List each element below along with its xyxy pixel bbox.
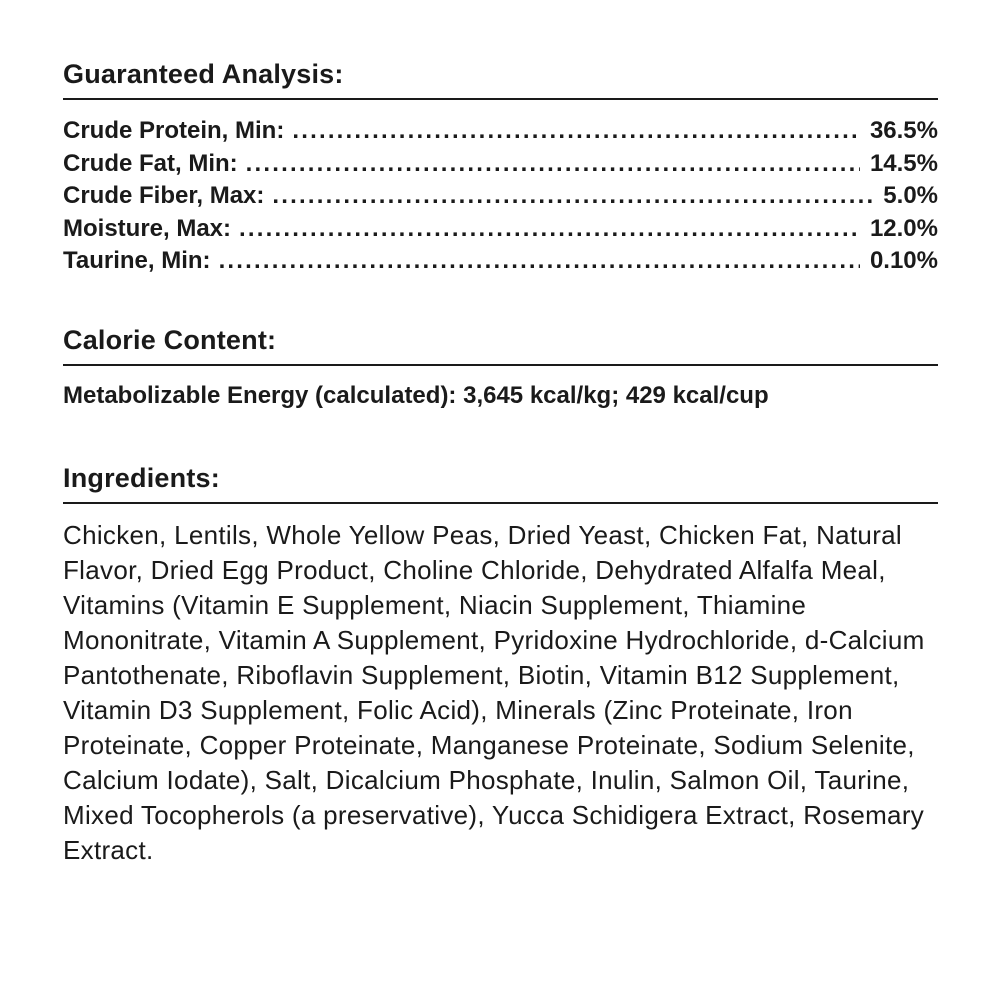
analysis-label: Taurine, Min: bbox=[63, 247, 211, 274]
analysis-value: 36.5% bbox=[869, 117, 938, 144]
analysis-label: Moisture, Max: bbox=[63, 214, 232, 242]
ingredients-divider bbox=[63, 502, 938, 504]
analysis-row-crude-fat bbox=[63, 148, 938, 181]
guaranteed-analysis-heading: Guaranteed Analysis: bbox=[63, 59, 344, 89]
analysis-list bbox=[63, 115, 938, 278]
ingredients-text: Chicken, Lentils, Whole Yellow Peas, Dried Yeast, Chicken Fat, Natural Flavor, Dried Egg Product, Choline Chloride, Dehydrated Alfalfa Meal, Vitamins (Vitamin E Supplement, Niacin Supplement, Thiamine Mononitrate, Vitamin A Supplement, Pyridoxine Hydrochloride, d-Calcium Pantothenate, Riboflavin Supplement, Biotin, Vitamin B12 Supplement, Vitamin D3 Supplement, Folic Acid), Minerals (Zinc Proteinate, Iron Proteinate, Copper Proteinate, Manganese Proteinate, Sodium Selenite, Calcium Iodate), Salt, Dicalcium Phosphate, Inulin, Salmon Oil, Taurine, Mixed Tocopherols (a preservative), Yucca Schidigera Extract, Rosemary Extract. bbox=[63, 520, 925, 865]
analysis-row-crude-protein bbox=[63, 115, 938, 148]
dot-leader bbox=[246, 148, 860, 181]
analysis-value: 12.0% bbox=[869, 214, 938, 242]
analysis-label: Crude Fiber, Max: bbox=[63, 182, 265, 209]
dot-leader bbox=[292, 115, 860, 148]
analysis-row-taurine bbox=[63, 245, 938, 278]
analysis-row-moisture bbox=[63, 213, 938, 246]
guaranteed-analysis-divider bbox=[63, 98, 938, 100]
analysis-value: 0.10% bbox=[869, 247, 938, 274]
ingredients-heading: Ingredients: bbox=[63, 463, 220, 493]
analysis-label: Crude Fat, Min: bbox=[63, 149, 238, 177]
analysis-row-crude-fiber bbox=[63, 180, 938, 213]
metabolizable-energy-text: Metabolizable Energy (calculated): 3,645 kcal/kg; 429 kcal/cup bbox=[63, 382, 769, 409]
calorie-content-heading: Calorie Content: bbox=[63, 325, 277, 355]
analysis-value: 14.5% bbox=[869, 149, 938, 177]
analysis-label: Crude Protein, Min: bbox=[63, 117, 285, 144]
calorie-content-section bbox=[63, 324, 938, 412]
analysis-value: 5.0% bbox=[883, 182, 938, 209]
dot-leader bbox=[239, 213, 860, 246]
ingredients-section bbox=[63, 462, 938, 868]
calorie-content-divider bbox=[63, 364, 938, 366]
guaranteed-analysis-section bbox=[63, 58, 938, 278]
dot-leader bbox=[219, 245, 860, 278]
dot-leader bbox=[272, 180, 873, 213]
